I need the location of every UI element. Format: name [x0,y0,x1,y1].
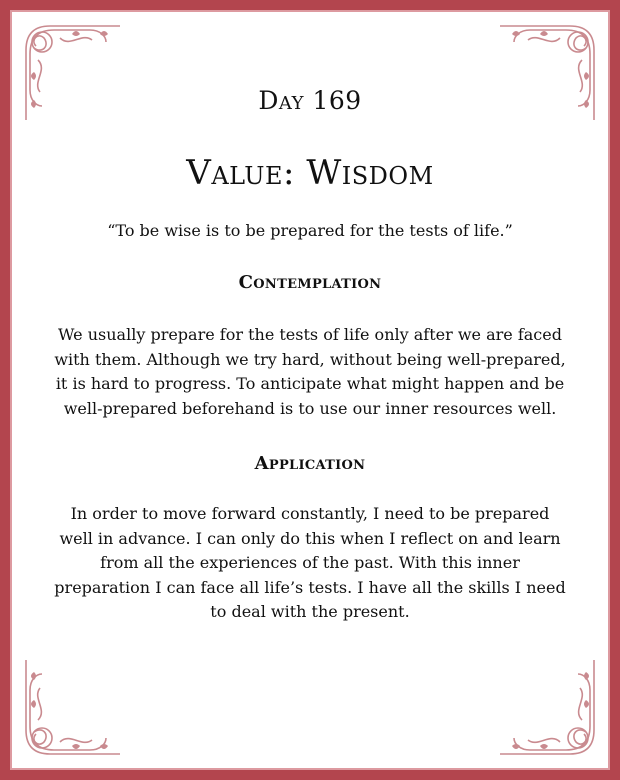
application-text: In order to move forward constantly, I need to be prepared well in advance. I can only do this when I reflect on and learn from all the experiences of the past. With this inner preparation I can face all life’s tests. I have all the skills I need to deal with the present. [54,504,566,621]
contemplation-heading: Contemplation [238,272,382,293]
quote: “To be wise is to be prepared for the tests of life.” [107,221,513,240]
corner-ornament-icon [490,650,600,760]
day-number: Day 169 [258,86,362,115]
application-heading: Application [254,453,366,474]
corner-ornament-icon [20,650,130,760]
page-content [52,12,568,625]
page-inner [10,10,610,770]
contemplation-text: We usually prepare for the tests of life only after we are faced with them. Although we try hard, without being well-prepared, it is hard to progress. To anticipate what might happen and be well-prepared beforehand is to use our inner resources well. [54,325,566,418]
page-title: Value: Wisdom [186,153,434,193]
